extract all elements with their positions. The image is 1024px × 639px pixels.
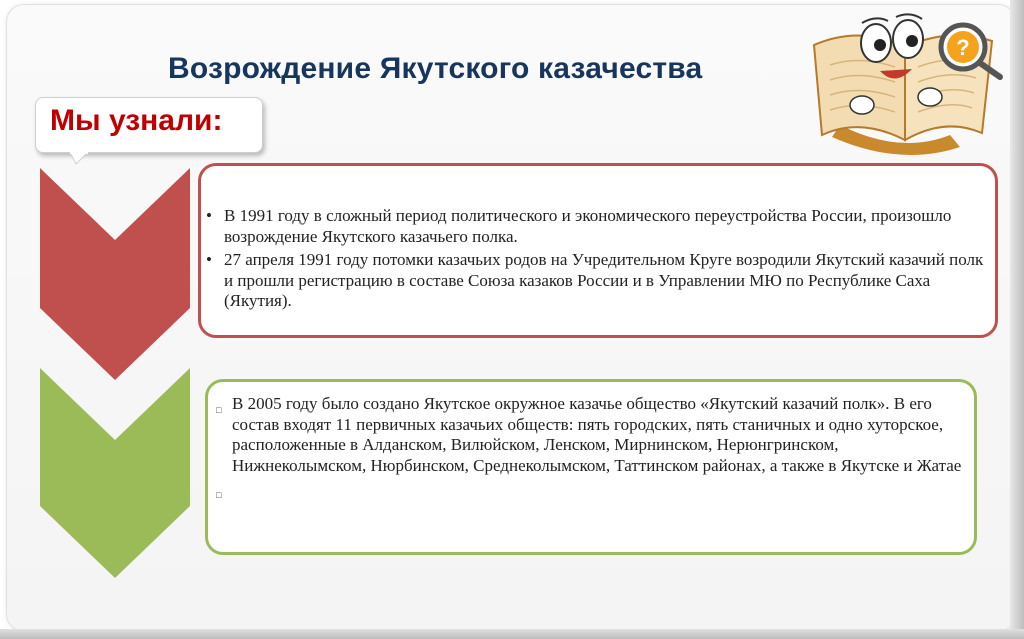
bullet-item [206, 206, 991, 247]
callout-tail [70, 152, 88, 164]
bullet-text: В 1991 году в сложный период политического и экономического переустройства России, произошло возрождение Якутского казачьего полка. [224, 206, 952, 246]
bullet-square-icon: □ [216, 405, 222, 415]
slide-title: Возрождение Якутского казачества [168, 52, 703, 85]
cartoon-book-with-magnifier-icon [800, 5, 1015, 155]
slide-edge-bottom [0, 629, 1024, 639]
bullet-item [214, 394, 964, 476]
bullet-list-2005 [214, 394, 964, 502]
bullet-square-icon: □ [216, 490, 222, 500]
bullet-item-empty [214, 479, 964, 499]
bullet-list-1991 [206, 206, 991, 315]
chevron-arrow-red [40, 168, 190, 380]
chevron-arrow-green [40, 368, 190, 578]
bullet-text: В 2005 году было создано Якутское окружное казачье общество «Якутский казачий полк». В его состав входят 11 первичных казачьих обществ: пять городских, пять станичных и одно хуторское, расположенные в Алданском, Вилюйском, Ленском, Мирнинском, Нерюнгринском, Нижнеколымском, Нюрбинском, Среднеколымском, Таттинском районах, а также в Якутске и Жатае [232, 394, 962, 475]
bullet-text: 27 апреля 1991 году потомки казачьих родов на Учредительном Круге возродили Якутский казачий полк и прошли регистрацию в составе Союза казаков России и в Управлении МЮ по Республике Саха (Якутия). [224, 250, 984, 310]
bullet-item [206, 250, 991, 312]
bullet-dot-icon: • [206, 250, 212, 269]
question-mark-icon: ? [956, 35, 970, 60]
callout-label: Мы узнали: [50, 104, 223, 137]
bullet-dot-icon: • [206, 206, 212, 225]
